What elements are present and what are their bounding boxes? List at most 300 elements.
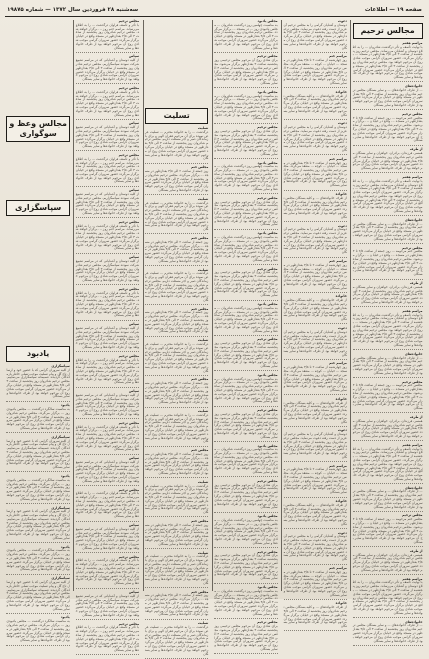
notice [353, 416, 423, 441]
notice [214, 515, 277, 548]
notice-body: ... از طرف خانواده‌های ... و سایر بستگان مجلس ترحیم شادروان روز پنجشنبه از ساعت ۳ الی ۴/۵ بعدازظهر در مسجد واقع در خیابان برگزار می‌گردد حضور سروران گرامی موجب شادی روح آن مرحوم خواهد بود از طرف خانواده‌ها و سایر بستگان [351, 221, 423, 241]
notice-body: با تأثر و تأسف فراوان درگذشت ... را به اطلاع می‌رساند. مراسم ختم روز ... برگزار خواهد شد. مجلس ترحیم شادروان روز پنجشنبه از ساعت ۳ الی ۴/۵ بعدازظهر در مسجد واقع در خیابان برگزار می‌گردد حضور سروران گرامی موجب شادی روح آن مرحوم خواهد بود از طرف خانواده‌ها و سایر بستگان [74, 156, 140, 184]
notice-body: به مناسبت چهلمین روز درگذشت شادروان ... مجلس یادبودی روز ... در مسجد ... برگزار می‌گردد. مجلس ترحیم شادروان روز پنجشنبه از ساعت ۳ الی ۴/۵ بعدازظهر در مسجد واقع در خیابان برگزار می‌گردد حضور سروران گرامی موجب شادی روح آن مرحوم خواهد بود از طرف خانواده‌ها و سایر بستگان [213, 93, 278, 121]
notice [214, 374, 277, 407]
notice-body: روز چهارشنبه از ساعت ۲ تا ۳/۵ بعدازظهر در مسجد ... خیابان ... کوچه ... منعقد می‌گردد. مجلس ترحیم شادروان روز پنجشنبه از ساعت ۳ الی ۴/۵ بعدازظهر در مسجد واقع در خیابان برگزار می‌گردد حضور سروران گرامی موجب شادی روح آن مرحوم خواهد بود از طرف خانواده‌ها و سایر بستگان [282, 262, 347, 290]
notice-body: مجلس ختم مرحومه ... روز جمعه از ساعت ۲/۵ تا ۴ بعدازظهر در مسجد ... واقع در خیابان ... برگزار می‌شود. مجلس ترحیم شادروان روز پنجشنبه از ساعت ۳ الی ۴/۵ بعدازظهر در مسجد واقع در خیابان برگزار می‌گردد حضور سروران گرامی موجب شادی روح آن مرحوم خواهد بود از طرف خانواده‌ها و سایر بستگان [351, 383, 423, 411]
notice-body: روز جمعه از ساعت ۲ الی ۳/۵ بعدازظهر در مسجد ... برگزار می‌گردد. مجلس ترحیم شادروان روز پنجشنبه از ساعت ۳ الی ۴/۵ بعدازظهر در مسجد واقع در خیابان برگزار می‌گردد حضور سروران گرامی موجب شادی روح آن مرحوم خواهد بود از طرف خانواده‌ها و سایر بستگان [144, 522, 209, 546]
notice-title: مراسم ختم [328, 566, 347, 571]
notice-body: روز چهارشنبه از ساعت ۲ تا ۳/۵ بعدازظهر در مسجد ... خیابان ... کوچه ... منعقد می‌گردد. مجلس ترحیم شادروان روز پنجشنبه از ساعت ۳ الی ۴/۵ بعدازظهر در مسجد واقع در خیابان برگزار می‌گردد حضور سروران گرامی موجب شادی روح آن مرحوم خواهد بود از طرف خانواده‌ها و سایر بستگان [282, 160, 347, 188]
notice-body: درگذشت ... را به خانواده محترم ... تسلیت عرض نموده برای آن مرحوم غفران الهی و برای بازماندگان صبر و اجر مسئلت داریم. مجلس ترحیم شادروان روز پنجشنبه از ساعت ۳ الی ۴/۵ بعدازظهر در مسجد واقع در خیابان برگزار می‌گردد حضور سروران گرامی موجب شادی روح آن مرحوم خواهد بود از طرف خانواده‌ها و سایر بستگان [145, 412, 209, 444]
notice-title: دعوت [337, 530, 347, 535]
section-header-tasliat: تسلیت [145, 108, 208, 124]
notice-title: مجلس ترحیم [118, 621, 140, 626]
notice-body: دوستان و آشنایان گرامی را به مجلس ترحیم آن عزیز از دست رفته دعوت می‌نماید. مجلس ترحیم شادروان روز پنجشنبه از ساعت ۳ الی ۴/۵ بعدازظهر در مسجد واقع در خیابان برگزار می‌گردد حضور سروران گرامی موجب شادی روح آن مرحوم خواهد بود از طرف خانواده‌ها و سایر بستگان [282, 329, 347, 357]
notice [353, 219, 423, 244]
notice [284, 295, 347, 324]
notice-body: از کلیه دوستان و آشنایانی که در مراسم تشییع شرکت نمودند سپاسگزاریم. مجلس ترحیم شادروان روز پنجشنبه از ساعت ۳ الی ۴/۵ بعدازظهر در مسجد واقع در خیابان برگزار می‌گردد حضور سروران گرامی موجب شادی روح آن مرحوم خواهد بود از طرف خانواده‌ها و سایر بستگان [74, 459, 140, 483]
notice-title: سپاس [129, 590, 140, 594]
notice-title: دعوت [337, 223, 347, 228]
notice-title: مجلس ترحیم [118, 219, 140, 224]
notice-body: درگذشت ... را به خانواده محترم ... تسلیت عرض نموده برای آن مرحوم غفران الهی و برای بازماندگان صبر و اجر مسئلت داریم. مجلس ترحیم شادروان روز پنجشنبه از ساعت ۳ الی ۴/۵ بعدازظهر در مسجد واقع در خیابان برگزار می‌گردد حضور سروران گرامی موجب شادی روح آن مرحوم خواهد بود از طرف خانواده‌ها و سایر بستگان [145, 271, 209, 302]
notice [145, 520, 208, 549]
notice-body: درگذشت ... را به خانواده محترم ... تسلیت عرض نموده برای آن مرحوم غفران الهی و برای بازماندگان صبر و اجر مسئلت داریم. مجلس ترحیم شادروان روز پنجشنبه از ساعت ۳ الی ۴/۵ بعدازظهر در مسجد واقع در خیابان برگزار می‌گردد حضور سروران گرامی موجب شادی روح آن مرحوم خواهد بود از طرف خانواده‌ها و سایر بستگان [145, 483, 209, 515]
notice-body: برای شادی روح آن مرحوم مجلس ترحیمی روز پنجشنبه ساعت ۳ بعدازظهر برگزار می‌شود. مجلس ترحیم شادروان روز پنجشنبه از ساعت ۳ الی ۴/۵ بعدازظهر در مسجد واقع در خیابان برگزار می‌گردد حضور سروران گرامی موجب شادی روح آن مرحوم خواهد بود از طرف خانواده‌ها و سایر بستگان [213, 270, 278, 298]
notice-title: مجلس ترحیم [118, 19, 140, 23]
section-header-sogvari: مجالس وعظ و سوگواری [6, 116, 69, 142]
notice [214, 551, 277, 584]
notice-title: سپاس [129, 322, 140, 327]
notice-title: مجلس ترحیم [118, 85, 140, 90]
notice-title: مراسم ختم [328, 54, 347, 59]
notice [76, 154, 139, 187]
notice-title: مجلس ترحیم [118, 420, 140, 425]
notice [145, 237, 208, 266]
notice-body: همسر، فرزندان، برادران، خواهران و سایر بستگان مجلس ترحیم شادروان روز پنجشنبه از ساعت ۳ الی ۴/۵ بعدازظهر در مسجد واقع در خیابان برگزار می‌گردد حضور سروران گرامی موجب شادی روح آن مرحوم خواهد بود از طرف خانواده‌ها و سایر بستگان [351, 150, 423, 171]
notice [214, 303, 277, 336]
notice-title: مراسم هفتم [402, 41, 423, 45]
notice [284, 398, 347, 427]
section-header-sepasgozari: سپاسگزاری [6, 200, 69, 216]
notice-body: از طرف خانواده‌های ... و کلیه بستگان مجلس ترحیم شادروان روز پنجشنبه از ساعت ۳ الی ۴/۵ بعدازظهر در مسجد واقع در خیابان برگزار می‌گردد حضور سروران گرامی موجب شادی روح آن مرحوم خواهد بود از طرف خانواده‌ها و سایر بستگان [282, 298, 347, 322]
notice [284, 20, 347, 53]
notice-body: با تأثر و تأسف فراوان درگذشت ... را به اطلاع می‌رساند. مراسم ختم روز ... برگزار خواهد شد. مجلس ترحیم شادروان روز پنجشنبه از ساعت ۳ الی ۴/۵ بعدازظهر در مسجد واقع در خیابان برگزار می‌گردد حضور سروران گرامی موجب شادی روح آن مرحوم خواهد بود از طرف خانواده‌ها و سایر بستگان [74, 424, 140, 452]
notice [353, 444, 423, 484]
notice [145, 269, 208, 306]
notice-title: خانواده [335, 601, 347, 606]
notice [145, 198, 208, 235]
notice [6, 436, 69, 473]
notice [284, 532, 347, 565]
notice-title: مجلس ترحیم [118, 152, 140, 157]
notice-body: با نهایت تأسف و تأثر درگذشت شادروان ... را به اطلاع دوستان و آشنایان می‌رساند. مجلس ترحیم روز پنجشنبه از ساعت ۳ الی ۴/۵ بعدازظهر در مسجد ... برگزار می‌گردد. حضور سروران گرامی موجب شادی روح آن مرحوم خواهد بود. مجلس ترحیم شادروان روز پنجشنبه از ساعت ۳ الی ۴/۵ بعدازظهر در مسجد واقع در خیابان برگزار می‌گردد حضور سروران گرامی موجب شادی روح آن مرحوم خواهد بود از طرف خانواده‌ها و سایر بستگان [351, 178, 423, 214]
notice-body: برای شادی روح آن مرحوم مجلس ترحیمی روز پنجشنبه ساعت ۳ بعدازظهر برگزار می‌شود. مجلس ترحیم شادروان روز پنجشنبه از ساعت ۳ الی ۴/۵ بعدازظهر در مسجد واقع در خیابان برگزار می‌گردد حضور سروران گرامی موجب شادی روح آن مرحوم خواهد بود از طرف خانواده‌ها و سایر بستگان [213, 58, 278, 85]
notice [214, 409, 277, 442]
notice-title: سپاسگزاری [51, 576, 70, 581]
notice-body: به مناسبت چهلمین روز درگذشت شادروان ... مجلس یادبودی روز ... در مسجد ... برگزار می‌گردد. مجلس ترحیم شادروان روز پنجشنبه از ساعت ۳ الی ۴/۵ بعدازظهر در مسجد واقع در خیابان برگزار می‌گردد حضور سروران گرامی موجب شادی روح آن مرحوم خواهد بود از طرف خانواده‌ها و سایر بستگان [213, 518, 278, 545]
notice [284, 500, 347, 529]
notice [76, 288, 139, 321]
notice-body: روز جمعه از ساعت ۲ الی ۳/۵ بعدازظهر در مسجد ... برگزار می‌گردد. مجلس ترحیم شادروان روز پنجشنبه از ساعت ۳ الی ۴/۵ بعدازظهر در مسجد واقع در خیابان برگزار می‌گردد حضور سروران گرامی موجب شادی روح آن مرحوم خواهد بود از طرف خانواده‌ها و سایر بستگان [144, 381, 209, 405]
notice-title: مراسم ختم [328, 259, 347, 264]
notice-title: خانواده‌های [404, 351, 423, 356]
notice [353, 381, 423, 414]
notice [284, 158, 347, 191]
page-label: صفحه ۱۹ — اطلاعات [364, 7, 422, 13]
notice [284, 429, 347, 462]
notice [6, 475, 69, 504]
notice-title: خانواده [335, 192, 347, 197]
notice [76, 390, 139, 419]
notice [284, 260, 347, 293]
notice-body: همسر، فرزندان، برادران، خواهران و سایر بستگان مجلس ترحیم شادروان روز پنجشنبه از ساعت ۳ الی ۴/۵ بعدازظهر در مسجد واقع در خیابان برگزار می‌گردد حضور سروران گرامی موجب شادی روح آن مرحوم خواهد بود از طرف خانواده‌ها و سایر بستگان [351, 284, 423, 305]
notice-body: از کلیه سروران گرامی که با حضور خود و ارسال تاج گل و پیام تسلیت موجب تسلی خاطر بازماندگان گردیدند صمیمانه سپاسگزاری می‌نماییم. مجلس ترحیم شادروان روز پنجشنبه از ساعت ۳ الی ۴/۵ بعدازظهر در مسجد واقع در خیابان برگزار می‌گردد حضور سروران گرامی موجب شادی روح آن مرحوم خواهد بود از طرف خانواده‌ها و سایر بستگان [5, 509, 70, 540]
notice-title: مجلس یادبود [257, 231, 278, 236]
notice-title: سپاس [129, 121, 140, 126]
notice-title: سپاس [129, 255, 140, 260]
notice-title: دعوت [337, 325, 347, 330]
notice-title: مجلس یادبود [257, 160, 278, 165]
notice-body: به مناسبت چهلمین روز درگذشت شادروان ... مجلس یادبودی روز ... در مسجد ... برگزار می‌گردد. مجلس ترحیم شادروان روز پنجشنبه از ساعت ۳ الی ۴/۵ بعدازظهر در مسجد واقع در خیابان برگزار می‌گردد حضور سروران گرامی موجب شادی روح آن مرحوم خواهد بود از طرف خانواده‌ها و سایر بستگان [213, 588, 278, 616]
notice-body: برای شادی روح آن مرحوم مجلس ترحیمی روز پنجشنبه ساعت ۳ بعدازظهر برگزار می‌شود. مجلس ترحیم شادروان روز پنجشنبه از ساعت ۳ الی ۴/۵ بعدازظهر در مسجد واقع در خیابان برگزار می‌گردد حضور سروران گرامی موجب شادی روح آن مرحوم خواهد بود از طرف خانواده‌ها و سایر بستگان [213, 341, 278, 368]
notice-body: با تأثر و تأسف فراوان درگذشت ... را به اطلاع می‌رساند. مراسم ختم روز ... برگزار خواهد شد. مجلس ترحیم شادروان روز پنجشنبه از ساعت ۳ الی ۴/۵ بعدازظهر در مسجد واقع در خیابان برگزار می‌گردد حضور سروران گرامی موجب شادی روح آن مرحوم خواهد بود از طرف خانواده‌ها و سایر بستگان [74, 89, 140, 117]
notice-title: سپاس [129, 389, 140, 394]
notice-body: با نهایت تأسف و تأثر درگذشت شادروان ... را به اطلاع دوستان و آشنایان می‌رساند. مجلس ترحیم روز پنجشنبه از ساعت ۳ الی ۴/۵ بعدازظهر در مسجد ... برگزار می‌گردد. حضور سروران گرامی موجب شادی روح آن مرحوم خواهد بود. مجلس ترحیم شادروان روز پنجشنبه از ساعت ۳ الی ۴/۵ بعدازظهر در مسجد واقع در خیابان برگزار می‌گردد حضور سروران گرامی موجب شادی روح آن مرحوم خواهد بود از طرف خانواده‌ها و سایر بستگان [351, 44, 423, 80]
notice-title: از طرف [409, 147, 423, 152]
notice-body: روز جمعه از ساعت ۲ الی ۳/۵ بعدازظهر در مسجد ... برگزار می‌گردد. مجلس ترحیم شادروان روز پنجشنبه از ساعت ۳ الی ۴/۵ بعدازظهر در مسجد واقع در خیابان برگزار می‌گردد حضور سروران گرامی موجب شادی روح آن مرحوم خواهد بود از طرف خانواده‌ها و سایر بستگان [144, 593, 209, 617]
notice-title: تسلیت [197, 550, 209, 555]
notice-title: تسلیت [197, 479, 209, 484]
notice-title: مجلس یادبود [257, 514, 278, 519]
notice-title: مجلس یادبود [257, 89, 278, 94]
notice [353, 310, 423, 350]
notice-body: روز چهارشنبه از ساعت ۲ تا ۳/۵ بعدازظهر در مسجد ... خیابان ... کوچه ... منعقد می‌گردد. مجلس ترحیم شادروان روز پنجشنبه از ساعت ۳ الی ۴/۵ بعدازظهر در مسجد واقع در خیابان برگزار می‌گردد حضور سروران گرامی موجب شادی روح آن مرحوم خواهد بود از طرف خانواده‌ها و سایر بستگان [282, 467, 347, 495]
notice-title: از طرف [409, 281, 423, 286]
notice [284, 55, 347, 88]
notice-title: مجلس ختم [191, 589, 209, 594]
notice-title: خانواده [335, 294, 347, 299]
notice-body: همسر، فرزندان، برادران، خواهران و سایر بستگان مجلس ترحیم شادروان روز پنجشنبه از ساعت ۳ الی ۴/۵ بعدازظهر در مسجد واقع در خیابان برگزار می‌گردد حضور سروران گرامی موجب شادی روح آن مرحوم خواهد بود از طرف خانواده‌ها و سایر بستگان [351, 418, 423, 438]
notice-body: به مناسبت چهلمین روز درگذشت شادروان ... مجلس یادبودی روز ... در مسجد ... برگزار می‌گردد. مجلس ترحیم شادروان روز پنجشنبه از ساعت ۳ الی ۴/۵ بعدازظهر در مسجد واقع در خیابان برگزار می‌گردد حضور سروران گرامی موجب شادی روح آن مرحوم خواهد بود از طرف خانواده‌ها و سایر بستگان [213, 376, 278, 404]
notice [76, 122, 139, 151]
notice-title: مجلس ختم [191, 518, 209, 523]
notice-body: با نهایت تأسف و تأثر درگذشت شادروان ... را به اطلاع دوستان و آشنایان می‌رساند. مجلس ترحیم روز پنجشنبه از ساعت ۳ الی ۴/۵ بعدازظهر در مسجد ... برگزار می‌گردد. حضور سروران گرامی موجب شادی روح آن مرحوم خواهد بود. مجلس ترحیم شادروان روز پنجشنبه از ساعت ۳ الی ۴/۵ بعدازظهر در مسجد واقع در خیابان برگزار می‌گردد حضور سروران گرامی موجب شادی روح آن مرحوم خواهد بود از طرف خانواده‌ها و سایر بستگان [351, 312, 423, 347]
notice-title: مجلس ترحیم [402, 513, 423, 518]
notice [76, 87, 139, 120]
issue-date: سه‌شنبه ۲۸ فروردین سال ۱۳۷۲ — شماره ۱۹۸۷۵ [7, 7, 139, 13]
notice-body: با تأثر و تأسف فراوان درگذشت ... را به اطلاع می‌رساند. مراسم ختم روز ... برگزار خواهد شد. مجلس ترحیم شادروان روز پنجشنبه از ساعت ۳ الی ۴/۵ بعدازظهر در مسجد واقع در خیابان برگزار می‌گردد حضور سروران گرامی موجب شادی روح آن مرحوم خواهد بود از طرف خانواده‌ها و سایر بستگان [74, 558, 140, 586]
columns [5, 19, 424, 656]
notice [145, 378, 208, 407]
notice-body: برای شادی روح آن مرحوم مجلس ترحیمی روز پنجشنبه ساعت ۳ بعدازظهر برگزار می‌شود. مجلس ترحیم شادروان روز پنجشنبه از ساعت ۳ الی ۴/۵ بعدازظهر در مسجد واقع در خیابان برگزار می‌گردد حضور سروران گرامی موجب شادی روح آن مرحوم خواهد بود از طرف خانواده‌ها و سایر بستگان [213, 128, 278, 156]
notice-body: مجلس ختم مرحومه ... روز جمعه از ساعت ۲/۵ تا ۴ بعدازظهر در مسجد ... واقع در خیابان ... برگزار می‌شود. مجلس ترحیم شادروان روز پنجشنبه از ساعت ۳ الی ۴/۵ بعدازظهر در مسجد واقع در خیابان برگزار می‌گردد حضور سروران گرامی موجب شادی روح آن مرحوم خواهد بود از طرف خانواده‌ها و سایر بستگان [351, 249, 423, 277]
notice [145, 449, 208, 478]
column-4 [143, 20, 210, 656]
notice-title: دعوت [337, 121, 347, 126]
notice-body: به مناسبت چهلمین روز درگذشت شادروان ... مجلس یادبودی روز ... در مسجد ... برگزار می‌گردد. مجلس ترحیم شادروان روز پنجشنبه از ساعت ۳ الی ۴/۵ بعدازظهر در مسجد واقع در خیابان برگزار می‌گردد حضور سروران گرامی موجب شادی روح آن مرحوم خواهد بود از طرف خانواده‌ها و سایر بستگان [213, 305, 278, 333]
notice-title: سپاس [129, 54, 140, 59]
notice [145, 481, 208, 518]
notice-title: مجلس ترحیم [257, 195, 278, 200]
notice-body: از کلیه سروران گرامی که با حضور خود و ارسال تاج گل و پیام تسلیت موجب تسلی خاطر بازماندگان گردیدند صمیمانه سپاسگزاری می‌نماییم. مجلس ترحیم شادروان روز پنجشنبه از ساعت ۳ الی ۴/۵ بعدازظهر در مسجد واقع در خیابان برگزار می‌گردد حضور سروران گرامی موجب شادی روح آن مرحوم خواهد بود از طرف خانواده‌ها و سایر بستگان [5, 438, 70, 470]
notice-title: مجلس ترحیم [257, 337, 278, 342]
notice-body: به مناسبت سالگرد درگذشت ... مجلس یادبودی روز ... برگزار می‌گردد. مجلس ترحیم شادروان روز پنجشنبه از ساعت ۳ الی ۴/۵ بعدازظهر در مسجد واقع در خیابان برگزار می‌گردد حضور سروران گرامی موجب شادی روح آن مرحوم خواهد بود از طرف خانواده‌ها و سایر بستگان [5, 619, 70, 643]
notice-title: تسلیت [197, 338, 209, 343]
notice [6, 577, 69, 614]
notice-body: به مناسبت چهلمین روز درگذشت شادروان ... مجلس یادبودی روز ... در مسجد ... برگزار می‌گردد. مجلس ترحیم شادروان روز پنجشنبه از ساعت ۳ الی ۴/۵ بعدازظهر در مسجد واقع در خیابان برگزار می‌گردد حضور سروران گرامی موجب شادی روح آن مرحوم خواهد بود از طرف خانواده‌ها و سایر بستگان [213, 447, 278, 475]
notice-title: دعوت [337, 428, 347, 433]
notice-title: مجلس ترحیم [257, 266, 278, 271]
notice-title: خانواده‌های [404, 485, 423, 490]
notice-body: روز جمعه از ساعت ۲ الی ۳/۵ بعدازظهر در مسجد ... برگزار می‌گردد. مجلس ترحیم شادروان روز پنجشنبه از ساعت ۳ الی ۴/۵ بعدازظهر در مسجد واقع در خیابان برگزار می‌گردد حضور سروران گرامی موجب شادی روح آن مرحوم خواهد بود از طرف خانواده‌ها و سایر بستگان [144, 310, 209, 334]
notice [353, 353, 423, 378]
notice [76, 55, 139, 84]
notice-body: درگذشت ... را به خانواده محترم ... تسلیت عرض نموده برای آن مرحوم غفران الهی و برای بازماندگان صبر و اجر مسئلت داریم. مجلس ترحیم شادروان روز پنجشنبه از ساعت ۳ الی ۴/۵ بعدازظهر در مسجد واقع در خیابان برگزار می‌گردد حضور سروران گرامی موجب شادی روح آن مرحوم خواهد بود از طرف خانواده‌ها و سایر بستگان [145, 200, 209, 232]
notice-body: به مناسبت سالگرد درگذشت ... مجلس یادبودی روز ... برگزار می‌گردد. مجلس ترحیم شادروان روز پنجشنبه از ساعت ۳ الی ۴/۵ بعدازظهر در مسجد واقع در خیابان برگزار می‌گردد حضور سروران گرامی موجب شادی روح آن مرحوم خواهد بود از طرف خانواده‌ها و سایر بستگان [5, 548, 70, 572]
notice-title: مجلس ترحیم [257, 54, 278, 59]
notice [145, 622, 208, 659]
notice [214, 268, 277, 301]
column-1 [350, 20, 424, 643]
notice-body: با تأثر و تأسف فراوان درگذشت ... را به اطلاع می‌رساند. مراسم ختم روز ... برگزار خواهد شد. مجلس ترحیم شادروان روز پنجشنبه از ساعت ۳ الی ۴/۵ بعدازظهر در مسجد واقع در خیابان برگزار می‌گردد حضور سروران گرامی موجب شادی روح آن مرحوم خواهد بود از طرف خانواده‌ها و سایر بستگان [74, 491, 140, 519]
notice-body: برای شادی روح آن مرحوم مجلس ترحیمی روز پنجشنبه ساعت ۳ بعدازظهر برگزار می‌شود. مجلس ترحیم شادروان روز پنجشنبه از ساعت ۳ الی ۴/۵ بعدازظهر در مسجد واقع در خیابان برگزار می‌گردد حضور سروران گرامی موجب شادی روح آن مرحوم خواهد بود از طرف خانواده‌ها و سایر بستگان [213, 624, 278, 651]
notice-body: به مناسبت سالگرد درگذشت ... مجلس یادبودی روز ... برگزار می‌گردد. مجلس ترحیم شادروان روز پنجشنبه از ساعت ۳ الی ۴/۵ بعدازظهر در مسجد واقع در خیابان برگزار می‌گردد حضور سروران گرامی موجب شادی روح آن مرحوم خواهد بود از طرف خانواده‌ها و سایر بستگان [5, 477, 70, 501]
notice-title: مجلس ختم [191, 306, 209, 311]
notice [214, 586, 277, 619]
notice [145, 339, 208, 376]
notice [214, 621, 277, 654]
notice [76, 256, 139, 285]
notice-body: مجلس ختم مرحومه ... روز جمعه از ساعت ۲/۵ تا ۴ بعدازظهر در مسجد ... واقع در خیابان ... برگزار می‌شود. مجلس ترحیم شادروان روز پنجشنبه از ساعت ۳ الی ۴/۵ بعدازظهر در مسجد واقع در خیابان برگزار می‌گردد حضور سروران گرامی موجب شادی روح آن مرحوم خواهد بود از طرف خانواده‌ها و سایر بستگان [351, 517, 423, 545]
notice-body: دوستان و آشنایان گرامی را به مجلس ترحیم آن عزیز از دست رفته دعوت می‌نماید. مجلس ترحیم شادروان روز پنجشنبه از ساعت ۳ الی ۴/۵ بعدازظهر در مسجد واقع در خیابان برگزار می‌گردد حضور سروران گرامی موجب شادی روح آن مرحوم خواهد بود از طرف خانواده‌ها و سایر بستگان [282, 432, 347, 459]
notice [353, 247, 423, 280]
notice [6, 507, 69, 544]
notice-title: مجلس یادبود [257, 372, 278, 377]
notice-body: برای شادی روح آن مرحوم مجلس ترحیمی روز پنجشنبه ساعت ۳ بعدازظهر برگزار می‌شود. مجلس ترحیم شادروان روز پنجشنبه از ساعت ۳ الی ۴/۵ بعدازظهر در مسجد واقع در خیابان برگزار می‌گردد حضور سروران گرامی موجب شادی روح آن مرحوم خواهد بود از طرف خانواده‌ها و سایر بستگان [213, 199, 278, 227]
notice [76, 457, 139, 486]
column-5 [73, 19, 140, 653]
notice-title: مجلس ترحیم [257, 549, 278, 554]
notice-title: مجلس ترحیم [402, 379, 423, 384]
notice-body: به مناسبت چهلمین روز درگذشت شادروان ... مجلس یادبودی روز ... در مسجد ... برگزار می‌گردد. مجلس ترحیم شادروان روز پنجشنبه از ساعت ۳ الی ۴/۵ بعدازظهر در مسجد واقع در خیابان برگزار می‌گردد حضور سروران گرامی موجب شادی روح آن مرحوم خواهد بود از طرف خانواده‌ها و سایر بستگان [213, 22, 278, 50]
notice-title: سپاسگزاری [51, 434, 70, 439]
notice-body: از طرف خانواده‌های ... و کلیه بستگان مجلس ترحیم شادروان روز پنجشنبه از ساعت ۳ الی ۴/۵ بعدازظهر در مسجد واقع در خیابان برگزار می‌گردد حضور سروران گرامی موجب شادی روح آن مرحوم خواهد بود از طرف خانواده‌ها و سایر بستگان [282, 605, 347, 629]
notice [76, 591, 139, 620]
notice-title: مجلس ختم [191, 235, 209, 240]
notice-title: مجلس ترحیم [118, 487, 140, 492]
notice-title: مراسم هفتم [402, 308, 423, 313]
notice-title: مجلس ترحیم [118, 286, 140, 291]
notice [6, 365, 69, 402]
notice-body: از کلیه دوستان و آشنایانی که در مراسم تشییع شرکت نمودند سپاسگزاریم. مجلس ترحیم شادروان روز پنجشنبه از ساعت ۳ الی ۴/۵ بعدازظهر در مسجد واقع در خیابان برگزار می‌گردد حضور سروران گرامی موجب شادی روح آن مرحوم خواهد بود از طرف خانواده‌ها و سایر بستگان [74, 192, 140, 216]
notice [145, 308, 208, 337]
notice-body: از کلیه دوستان و آشنایانی که در مراسم تشییع شرکت نمودند سپاسگزاریم. مجلس ترحیم شادروان روز پنجشنبه از ساعت ۳ الی ۴/۵ بعدازظهر در مسجد واقع در خیابان برگزار می‌گردد حضور سروران گرامی موجب شادی روح آن مرحوم خواهد بود از طرف خانواده‌ها و سایر بستگان [74, 392, 140, 416]
notice-title: مجلس ترحیم [402, 245, 423, 250]
notice-title: تسلیت [197, 126, 209, 130]
notice-body: از کلیه دوستان و آشنایانی که در مراسم تشییع شرکت نمودند سپاسگزاریم. مجلس ترحیم شادروان روز پنجشنبه از ساعت ۳ الی ۴/۵ بعدازظهر در مسجد واقع در خیابان برگزار می‌گردد حضور سروران گرامی موجب شادی روح آن مرحوم خواهد بود از طرف خانواده‌ها و سایر بستگان [74, 259, 140, 283]
notice-title: مراسم ختم [328, 361, 347, 366]
notice-title: مجلس ختم [191, 377, 209, 382]
notice-title: خانواده‌های [404, 83, 423, 88]
notice-title: سپاسگزاری [51, 505, 70, 510]
notice [214, 126, 277, 159]
notice-title: مجلس ترحیم [257, 408, 278, 413]
notice [214, 197, 277, 230]
notice [145, 410, 208, 447]
notice [284, 465, 347, 498]
column-6 [5, 20, 71, 643]
notice-title: مجلس ختم [191, 165, 209, 170]
notice [284, 122, 347, 155]
notice [76, 355, 139, 388]
notice-body: درگذشت ... را به خانواده محترم ... تسلیت عرض نموده برای آن مرحوم غفران الهی و برای بازماندگان صبر و اجر مسئلت داریم. مجلس ترحیم شادروان روز پنجشنبه از ساعت ۳ الی ۴/۵ بعدازظهر در مسجد واقع در خیابان برگزار می‌گردد حضور سروران گرامی موجب شادی روح آن مرحوم خواهد بود از طرف خانواده‌ها و سایر بستگان [145, 625, 209, 656]
notice-title: تسلیت [197, 196, 209, 201]
notice-body: از کلیه دوستان و آشنایانی که در مراسم تشییع شرکت نمودند سپاسگزاریم. مجلس ترحیم شادروان روز پنجشنبه از ساعت ۳ الی ۴/۵ بعدازظهر در مسجد واقع در خیابان برگزار می‌گردد حضور سروران گرامی موجب شادی روح آن مرحوم خواهد بود از طرف خانواده‌ها و سایر بستگان [74, 58, 140, 82]
notice-title: مراسم ختم [328, 463, 347, 468]
notice-body: از طرف خانواده‌های ... و کلیه بستگان مجلس ترحیم شادروان روز پنجشنبه از ساعت ۳ الی ۴/۵ بعدازظهر در مسجد واقع در خیابان برگزار می‌گردد حضور سروران گرامی موجب شادی روح آن مرحوم خواهد بود از طرف خانواده‌ها و سایر بستگان [282, 400, 347, 424]
notice [284, 91, 347, 120]
notice-title: یادبود [60, 544, 70, 549]
notice [145, 591, 208, 620]
notice-body: برای شادی روح آن مرحوم مجلس ترحیمی روز پنجشنبه ساعت ۳ بعدازظهر برگزار می‌شود. مجلس ترحیم شادروان روز پنجشنبه از ساعت ۳ الی ۴/۵ بعدازظهر در مسجد واقع در خیابان برگزار می‌گردد حضور سروران گرامی موجب شادی روح آن مرحوم خواهد بود از طرف خانواده‌ها و سایر بستگان [213, 553, 278, 581]
notice-body: ... از طرف خانواده‌های ... و سایر بستگان مجلس ترحیم شادروان روز پنجشنبه از ساعت ۳ الی ۴/۵ بعدازظهر در مسجد واقع در خیابان برگزار می‌گردد حضور سروران گرامی موجب شادی روح آن مرحوم خواهد بود از طرف خانواده‌ها و سایر بستگان [351, 87, 423, 107]
notice [214, 232, 277, 265]
notice-body: روز جمعه از ساعت ۲ الی ۳/۵ بعدازظهر در مسجد ... برگزار می‌گردد. مجلس ترحیم شادروان روز پنجشنبه از ساعت ۳ الی ۴/۵ بعدازظهر در مسجد واقع در خیابان برگزار می‌گردد حضور سروران گرامی موجب شادی روح آن مرحوم خواهد بود از طرف خانواده‌ها و سایر بستگان [144, 239, 209, 263]
notice [353, 42, 423, 82]
notice-title: خانواده [335, 499, 347, 504]
notice [353, 621, 423, 646]
notice [76, 623, 139, 656]
notice [353, 514, 423, 547]
notice-title: یادبود [60, 615, 70, 620]
notice-title: مجلس ترحیم [257, 478, 278, 483]
notice-body: به مناسبت چهلمین روز درگذشت شادروان ... مجلس یادبودی روز ... در مسجد ... برگزار می‌گردد. مجلس ترحیم شادروان روز پنجشنبه از ساعت ۳ الی ۴/۵ بعدازظهر در مسجد واقع در خیابان برگزار می‌گردد حضور سروران گرامی موجب شادی روح آن مرحوم خواهد بود از طرف خانواده‌ها و سایر بستگان [213, 164, 278, 192]
notice-body: دوستان و آشنایان گرامی را به مجلس ترحیم آن عزیز از دست رفته دعوت می‌نماید. مجلس ترحیم شادروان روز پنجشنبه از ساعت ۳ الی ۴/۵ بعدازظهر در مسجد واقع در خیابان برگزار می‌گردد حضور سروران گرامی موجب شادی روح آن مرحوم خواهد بود از طرف خانواده‌ها و سایر بستگان [282, 22, 347, 50]
notice-title: مجلس یادبود [257, 19, 278, 23]
notice-body: همسر، فرزندان، برادران، خواهران و سایر بستگان مجلس ترحیم شادروان روز پنجشنبه از ساعت ۳ الی ۴/۵ بعدازظهر در مسجد واقع در خیابان برگزار می‌گردد حضور سروران گرامی موجب شادی روح آن مرحوم خواهد بود از طرف خانواده‌ها و سایر بستگان [351, 552, 423, 572]
notice-title: مجلس ترحیم [118, 554, 140, 559]
notice-title: سپاس [129, 188, 140, 193]
notice-body: ... از طرف خانواده‌های ... و سایر بستگان مجلس ترحیم شادروان روز پنجشنبه از ساعت ۳ الی ۴/۵ بعدازظهر در مسجد واقع در خیابان برگزار می‌گردد حضور سروران گرامی موجب شادی روح آن مرحوم خواهد بود از طرف خانواده‌ها و سایر بستگان [351, 355, 423, 375]
column-3 [212, 19, 279, 651]
notice-body: برای شادی روح آن مرحوم مجلس ترحیمی روز پنجشنبه ساعت ۳ بعدازظهر برگزار می‌شود. مجلس ترحیم شادروان روز پنجشنبه از ساعت ۳ الی ۴/۵ بعدازظهر در مسجد واقع در خیابان برگزار می‌گردد حضور سروران گرامی موجب شادی روح آن مرحوم خواهد بود از طرف خانواده‌ها و سایر بستگان [213, 411, 278, 439]
notice-body: از کلیه دوستان و آشنایانی که در مراسم تشییع شرکت نمودند سپاسگزاریم. مجلس ترحیم شادروان روز پنجشنبه از ساعت ۳ الی ۴/۵ بعدازظهر در مسجد واقع در خیابان برگزار می‌گردد حضور سروران گرامی موجب شادی روح آن مرحوم خواهد بود از طرف خانواده‌ها و سایر بستگان [74, 593, 140, 617]
notice-body: به مناسبت چهلمین روز درگذشت شادروان ... مجلس یادبودی روز ... در مسجد ... برگزار می‌گردد. مجلس ترحیم شادروان روز پنجشنبه از ساعت ۳ الی ۴/۵ بعدازظهر در مسجد واقع در خیابان برگزار می‌گردد حضور سروران گرامی موجب شادی روح آن مرحوم خواهد بود از طرف خانواده‌ها و سایر بستگان [213, 235, 278, 262]
notice [353, 148, 423, 173]
notice [145, 166, 208, 195]
notice [145, 127, 208, 164]
notice-title: مجلس ختم [191, 448, 209, 453]
notice-body: با نهایت تأسف و تأثر درگذشت شادروان ... را به اطلاع دوستان و آشنایان می‌رساند. مجلس ترحیم روز پنجشنبه از ساعت ۳ الی ۴/۵ بعدازظهر در مسجد ... برگزار می‌گردد. حضور سروران گرامی موجب شادی روح آن مرحوم خواهد بود. مجلس ترحیم شادروان روز پنجشنبه از ساعت ۳ الی ۴/۵ بعدازظهر در مسجد واقع در خیابان برگزار می‌گردد حضور سروران گرامی موجب شادی روح آن مرحوم خواهد بود از طرف خانواده‌ها و سایر بستگان [351, 580, 423, 615]
notice-body: دوستان و آشنایان گرامی را به مجلس ترحیم آن عزیز از دست رفته دعوت می‌نماید. مجلس ترحیم شادروان روز پنجشنبه از ساعت ۳ الی ۴/۵ بعدازظهر در مسجد واقع در خیابان برگزار می‌گردد حضور سروران گرامی موجب شادی روح آن مرحوم خواهد بود از طرف خانواده‌ها و سایر بستگان [282, 534, 347, 562]
notice [284, 567, 347, 600]
notice-body: مجلس ختم مرحومه ... روز جمعه از ساعت ۲/۵ تا ۴ بعدازظهر در مسجد ... واقع در خیابان ... برگزار می‌شود. مجلس ترحیم شادروان روز پنجشنبه از ساعت ۳ الی ۴/۵ بعدازظهر در مسجد واقع در خیابان برگزار می‌گردد حضور سروران گرامی موجب شادی روح آن مرحوم خواهد بود از طرف خانواده‌ها و سایر بستگان [351, 115, 423, 143]
notice [353, 176, 423, 216]
notice-body: از کلیه دوستان و آشنایانی که در مراسم تشییع شرکت نمودند سپاسگزاریم. مجلس ترحیم شادروان روز پنجشنبه از ساعت ۳ الی ۴/۵ بعدازظهر در مسجد واقع در خیابان برگزار می‌گردد حضور سروران گرامی موجب شادی روح آن مرحوم خواهد بود از طرف خانواده‌ها و سایر بستگان [74, 125, 140, 149]
masthead [5, 4, 424, 17]
notice-title: تسلیت [197, 267, 209, 272]
notice-title: مجلس یادبود [257, 585, 278, 589]
notice [76, 524, 139, 553]
notice-body: از طرف خانواده‌های ... و کلیه بستگان مجلس ترحیم شادروان روز پنجشنبه از ساعت ۳ الی ۴/۵ بعدازظهر در مسجد واقع در خیابان برگزار می‌گردد حضور سروران گرامی موجب شادی روح آن مرحوم خواهد بود از طرف خانواده‌ها و سایر بستگان [282, 93, 347, 117]
notice [6, 616, 69, 645]
notice [214, 338, 277, 371]
notice [214, 445, 277, 478]
notice-title: تسلیت [197, 621, 209, 626]
notice-body: به مناسبت سالگرد درگذشت ... مجلس یادبودی روز ... برگزار می‌گردد. مجلس ترحیم شادروان روز پنجشنبه از ساعت ۳ الی ۴/۵ بعدازظهر در مسجد واقع در خیابان برگزار می‌گردد حضور سروران گرامی موجب شادی روح آن مرحوم خواهد بود از طرف خانواده‌ها و سایر بستگان [5, 406, 70, 430]
notice-title: یادبود [60, 403, 70, 408]
notice-title: سپاس [129, 456, 140, 461]
notice-body: با نهایت تأسف و تأثر درگذشت شادروان ... را به اطلاع دوستان و آشنایان می‌رساند. مجلس ترحیم روز پنجشنبه از ساعت ۳ الی ۴/۵ بعدازظهر در مسجد ... برگزار می‌گردد. حضور سروران گرامی موجب شادی روح آن مرحوم خواهد بود. مجلس ترحیم شادروان روز پنجشنبه از ساعت ۳ الی ۴/۵ بعدازظهر در مسجد واقع در خیابان برگزار می‌گردد حضور سروران گرامی موجب شادی روح آن مرحوم خواهد بود از طرف خانواده‌ها و سایر بستگان [351, 446, 423, 481]
notice [214, 162, 277, 195]
notice-body: با تأثر و تأسف فراوان درگذشت ... را به اطلاع می‌رساند. مراسم ختم روز ... برگزار خواهد شد. مجلس ترحیم شادروان روز پنجشنبه از ساعت ۳ الی ۴/۵ بعدازظهر در مسجد واقع در خیابان برگزار می‌گردد حضور سروران گرامی موجب شادی روح آن مرحوم خواهد بود از طرف خانواده‌ها و سایر بستگان [74, 625, 140, 653]
column-2 [281, 19, 348, 629]
notice-body: روز چهارشنبه از ساعت ۲ تا ۳/۵ بعدازظهر در مسجد ... خیابان ... کوچه ... منعقد می‌گردد. مجلس ترحیم شادروان روز پنجشنبه از ساعت ۳ الی ۴/۵ بعدازظهر در مسجد واقع در خیابان برگزار می‌گردد حضور سروران گرامی موجب شادی روح آن مرحوم خواهد بود از طرف خانواده‌ها و سایر بستگان [282, 569, 347, 597]
notice [284, 193, 347, 222]
notice-body: از کلیه دوستان و آشنایانی که در مراسم تشییع شرکت نمودند سپاسگزاریم. مجلس ترحیم شادروان روز پنجشنبه از ساعت ۳ الی ۴/۵ بعدازظهر در مسجد واقع در خیابان برگزار می‌گردد حضور سروران گرامی موجب شادی روح آن مرحوم خواهد بود از طرف خانواده‌ها و سایر بستگان [74, 526, 140, 550]
notice-body: با تأثر و تأسف فراوان درگذشت ... را به اطلاع می‌رساند. مراسم ختم روز ... برگزار خواهد شد. مجلس ترحیم شادروان روز پنجشنبه از ساعت ۳ الی ۴/۵ بعدازظهر در مسجد واقع در خیابان برگزار می‌گردد حضور سروران گرامی موجب شادی روح آن مرحوم خواهد بود از طرف خانواده‌ها و سایر بستگان [74, 290, 140, 318]
notice-title: مراسم هفتم [402, 174, 423, 179]
notice [6, 546, 69, 575]
notice [353, 578, 423, 618]
notice [214, 91, 277, 124]
notice-title: از طرف [409, 414, 423, 419]
notice-title: سپاس [129, 523, 140, 528]
notice-title: دعوت [337, 19, 347, 23]
notice [214, 55, 277, 88]
notice [76, 189, 139, 218]
notice-title: سپاسگزاری [51, 364, 70, 368]
notice-title: مراسم ختم [328, 156, 347, 161]
notice [145, 552, 208, 589]
notice [284, 225, 347, 258]
notice-body: از کلیه سروران گرامی که با حضور خود و ارسال تاج گل و پیام تسلیت موجب تسلی خاطر بازماندگان گردیدند صمیمانه سپاسگزاری می‌نماییم. مجلس ترحیم شادروان روز پنجشنبه از ساعت ۳ الی ۴/۵ بعدازظهر در مسجد واقع در خیابان برگزار می‌گردد حضور سروران گرامی موجب شادی روح آن مرحوم خواهد بود از طرف خانواده‌ها و سایر بستگان [5, 367, 70, 399]
notice-title: مراسم هفتم [402, 442, 423, 447]
notice-body: با تأثر و تأسف فراوان درگذشت ... را به اطلاع می‌رساند. مراسم ختم روز ... برگزار خواهد شد. مجلس ترحیم شادروان روز پنجشنبه از ساعت ۳ الی ۴/۵ بعدازظهر در مسجد واقع در خیابان برگزار می‌گردد حضور سروران گرامی موجب شادی روح آن مرحوم خواهد بود از طرف خانواده‌ها و سایر بستگان [74, 223, 140, 251]
notice [76, 422, 139, 455]
notice [76, 221, 139, 254]
notice [76, 489, 139, 522]
notice-title: از طرف [409, 548, 423, 553]
notice-body: روز جمعه از ساعت ۲ الی ۳/۵ بعدازظهر در مسجد ... برگزار می‌گردد. مجلس ترحیم شادروان روز پنجشنبه از ساعت ۳ الی ۴/۵ بعدازظهر در مسجد واقع در خیابان برگزار می‌گردد حضور سروران گرامی موجب شادی روح آن مرحوم خواهد بود از طرف خانواده‌ها و سایر بستگان [144, 168, 209, 192]
notice-body: با تأثر و تأسف فراوان درگذشت ... را به اطلاع می‌رساند. مراسم ختم روز ... برگزار خواهد شد. مجلس ترحیم شادروان روز پنجشنبه از ساعت ۳ الی ۴/۵ بعدازظهر در مسجد واقع در خیابان برگزار می‌گردد حضور سروران گرامی موجب شادی روح آن مرحوم خواهد بود از طرف خانواده‌ها و سایر بستگان [74, 22, 140, 50]
notice [284, 327, 347, 360]
notice-title: خانواده [335, 396, 347, 401]
notice-title: خانواده‌های [404, 619, 423, 624]
notice-body: روز چهارشنبه از ساعت ۲ تا ۳/۵ بعدازظهر در مسجد ... خیابان ... کوچه ... منعقد می‌گردد. مجلس ترحیم شادروان روز پنجشنبه از ساعت ۳ الی ۴/۵ بعدازظهر در مسجد واقع در خیابان برگزار می‌گردد حضور سروران گرامی موجب شادی روح آن مرحوم خواهد بود از طرف خانواده‌ها و سایر بستگان [282, 365, 347, 392]
section-header-yadbood: یادبود [6, 346, 69, 362]
section-header-tarhim: مجالس ترحیم [353, 23, 423, 39]
notice-title: مراسم هفتم [402, 576, 423, 581]
notice-title: مجلس ترحیم [402, 111, 423, 116]
notice-title: مجلس یادبود [257, 443, 278, 448]
notice-body: روز چهارشنبه از ساعت ۲ تا ۳/۵ بعدازظهر در مسجد ... خیابان ... کوچه ... منعقد می‌گردد. مجلس ترحیم شادروان روز پنجشنبه از ساعت ۳ الی ۴/۵ بعدازظهر در مسجد واقع در خیابان برگزار می‌گردد حضور سروران گرامی موجب شادی روح آن مرحوم خواهد بود از طرف خانواده‌ها و سایر بستگان [282, 58, 347, 85]
notice [353, 113, 423, 146]
notice-title: مجلس ترحیم [257, 125, 278, 130]
notice-title: تسلیت [197, 409, 209, 413]
notice-body: از طرف خانواده‌های ... و کلیه بستگان مجلس ترحیم شادروان روز پنجشنبه از ساعت ۳ الی ۴/۵ بعدازظهر در مسجد واقع در خیابان برگزار می‌گردد حضور سروران گرامی موجب شادی روح آن مرحوم خواهد بود از طرف خانواده‌ها و سایر بستگان [282, 502, 347, 526]
notice-body: درگذشت ... را به خانواده محترم ... تسلیت عرض نموده برای آن مرحوم غفران الهی و برای بازماندگان صبر و اجر مسئلت داریم. مجلس ترحیم شادروان روز پنجشنبه از ساعت ۳ الی ۴/۵ بعدازظهر در مسجد واقع در خیابان برگزار می‌گردد حضور سروران گرامی موجب شادی روح آن مرحوم خواهد بود از طرف خانواده‌ها و سایر بستگان [145, 342, 209, 373]
notice [76, 323, 139, 352]
notice-body: ... از طرف خانواده‌های ... و سایر بستگان مجلس ترحیم شادروان روز پنجشنبه از ساعت ۳ الی ۴/۵ بعدازظهر در مسجد واقع در خیابان برگزار می‌گردد حضور سروران گرامی موجب شادی روح آن مرحوم خواهد بود از طرف خانواده‌ها و سایر بستگان [351, 489, 423, 509]
notice [284, 362, 347, 395]
notice-body: درگذشت ... را به خانواده محترم ... تسلیت عرض نموده برای آن مرحوم غفران الهی و برای بازماندگان صبر و اجر مسئلت داریم. مجلس ترحیم شادروان روز پنجشنبه از ساعت ۳ الی ۴/۵ بعدازظهر در مسجد واقع در خیابان برگزار می‌گردد حضور سروران گرامی موجب شادی روح آن مرحوم خواهد بود از طرف خانواده‌ها و سایر بستگان [145, 129, 209, 161]
notice-body: از کلیه دوستان و آشنایانی که در مراسم تشییع شرکت نمودند سپاسگزاریم. مجلس ترحیم شادروان روز پنجشنبه از ساعت ۳ الی ۴/۵ بعدازظهر در مسجد واقع در خیابان برگزار می‌گردد حضور سروران گرامی موجب شادی روح آن مرحوم خواهد بود از طرف خانواده‌ها و سایر بستگان [74, 325, 140, 349]
notice-body: از کلیه سروران گرامی که با حضور خود و ارسال تاج گل و پیام تسلیت موجب تسلی خاطر بازماندگان گردیدند صمیمانه سپاسگزاری می‌نماییم. مجلس ترحیم شادروان روز پنجشنبه از ساعت ۳ الی ۴/۵ بعدازظهر در مسجد واقع در خیابان برگزار می‌گردد حضور سروران گرامی موجب شادی روح آن مرحوم خواهد بود از طرف خانواده‌ها و سایر بستگان [5, 580, 70, 611]
notice-body: درگذشت ... را به خانواده محترم ... تسلیت عرض نموده برای آن مرحوم غفران الهی و برای بازماندگان صبر و اجر مسئلت داریم. مجلس ترحیم شادروان روز پنجشنبه از ساعت ۳ الی ۴/۵ بعدازظهر در مسجد واقع در خیابان برگزار می‌گردد حضور سروران گرامی موجب شادی روح آن مرحوم خواهد بود از طرف خانواده‌ها و سایر بستگان [145, 554, 209, 585]
notice-title: مجلس ترحیم [118, 353, 140, 358]
notice [6, 404, 69, 433]
notice-title: یادبود [60, 473, 70, 478]
notice-body: با تأثر و تأسف فراوان درگذشت ... را به اطلاع می‌رساند. مراسم ختم روز ... برگزار خواهد شد. مجلس ترحیم شادروان روز پنجشنبه از ساعت ۳ الی ۴/۵ بعدازظهر در مسجد واقع در خیابان برگزار می‌گردد حضور سروران گرامی موجب شادی روح آن مرحوم خواهد بود از طرف خانواده‌ها و سایر بستگان [74, 357, 140, 385]
notice-title: مجلس ترحیم [257, 620, 278, 625]
notice [76, 556, 139, 589]
notice-title: خانواده [335, 89, 347, 94]
notice-body: برای شادی روح آن مرحوم مجلس ترحیمی روز پنجشنبه ساعت ۳ بعدازظهر برگزار می‌شود. مجلس ترحیم شادروان روز پنجشنبه از ساعت ۳ الی ۴/۵ بعدازظهر در مسجد واقع در خیابان برگزار می‌گردد حضور سروران گرامی موجب شادی روح آن مرحوم خواهد بود از طرف خانواده‌ها و سایر بستگان [213, 482, 278, 510]
notice [353, 487, 423, 512]
notice [76, 20, 139, 53]
notice-title: خانواده‌های [404, 217, 423, 222]
notice [353, 85, 423, 110]
notice [214, 20, 277, 53]
notice [284, 602, 347, 631]
notice-body: از طرف خانواده‌های ... و کلیه بستگان مجلس ترحیم شادروان روز پنجشنبه از ساعت ۳ الی ۴/۵ بعدازظهر در مسجد واقع در خیابان برگزار می‌گردد حضور سروران گرامی موجب شادی روح آن مرحوم خواهد بود از طرف خانواده‌ها و سایر بستگان [282, 195, 347, 219]
notice-body: ... از طرف خانواده‌های ... و سایر بستگان مجلس ترحیم شادروان روز پنجشنبه از ساعت ۳ الی ۴/۵ بعدازظهر در مسجد واقع در خیابان برگزار می‌گردد حضور سروران گرامی موجب شادی روح آن مرحوم خواهد بود از طرف خانواده‌ها و سایر بستگان [351, 623, 423, 643]
notice [214, 480, 277, 513]
notice-body: روز جمعه از ساعت ۲ الی ۳/۵ بعدازظهر در مسجد ... برگزار می‌گردد. مجلس ترحیم شادروان روز پنجشنبه از ساعت ۳ الی ۴/۵ بعدازظهر در مسجد واقع در خیابان برگزار می‌گردد حضور سروران گرامی موجب شادی روح آن مرحوم خواهد بود از طرف خانواده‌ها و سایر بستگان [144, 451, 209, 475]
notice-body: دوستان و آشنایان گرامی را به مجلس ترحیم آن عزیز از دست رفته دعوت می‌نماید. مجلس ترحیم شادروان روز پنجشنبه از ساعت ۳ الی ۴/۵ بعدازظهر در مسجد واقع در خیابان برگزار می‌گردد حضور سروران گرامی موجب شادی روح آن مرحوم خواهد بود از طرف خانواده‌ها و سایر بستگان [282, 125, 347, 152]
notice [353, 282, 423, 307]
